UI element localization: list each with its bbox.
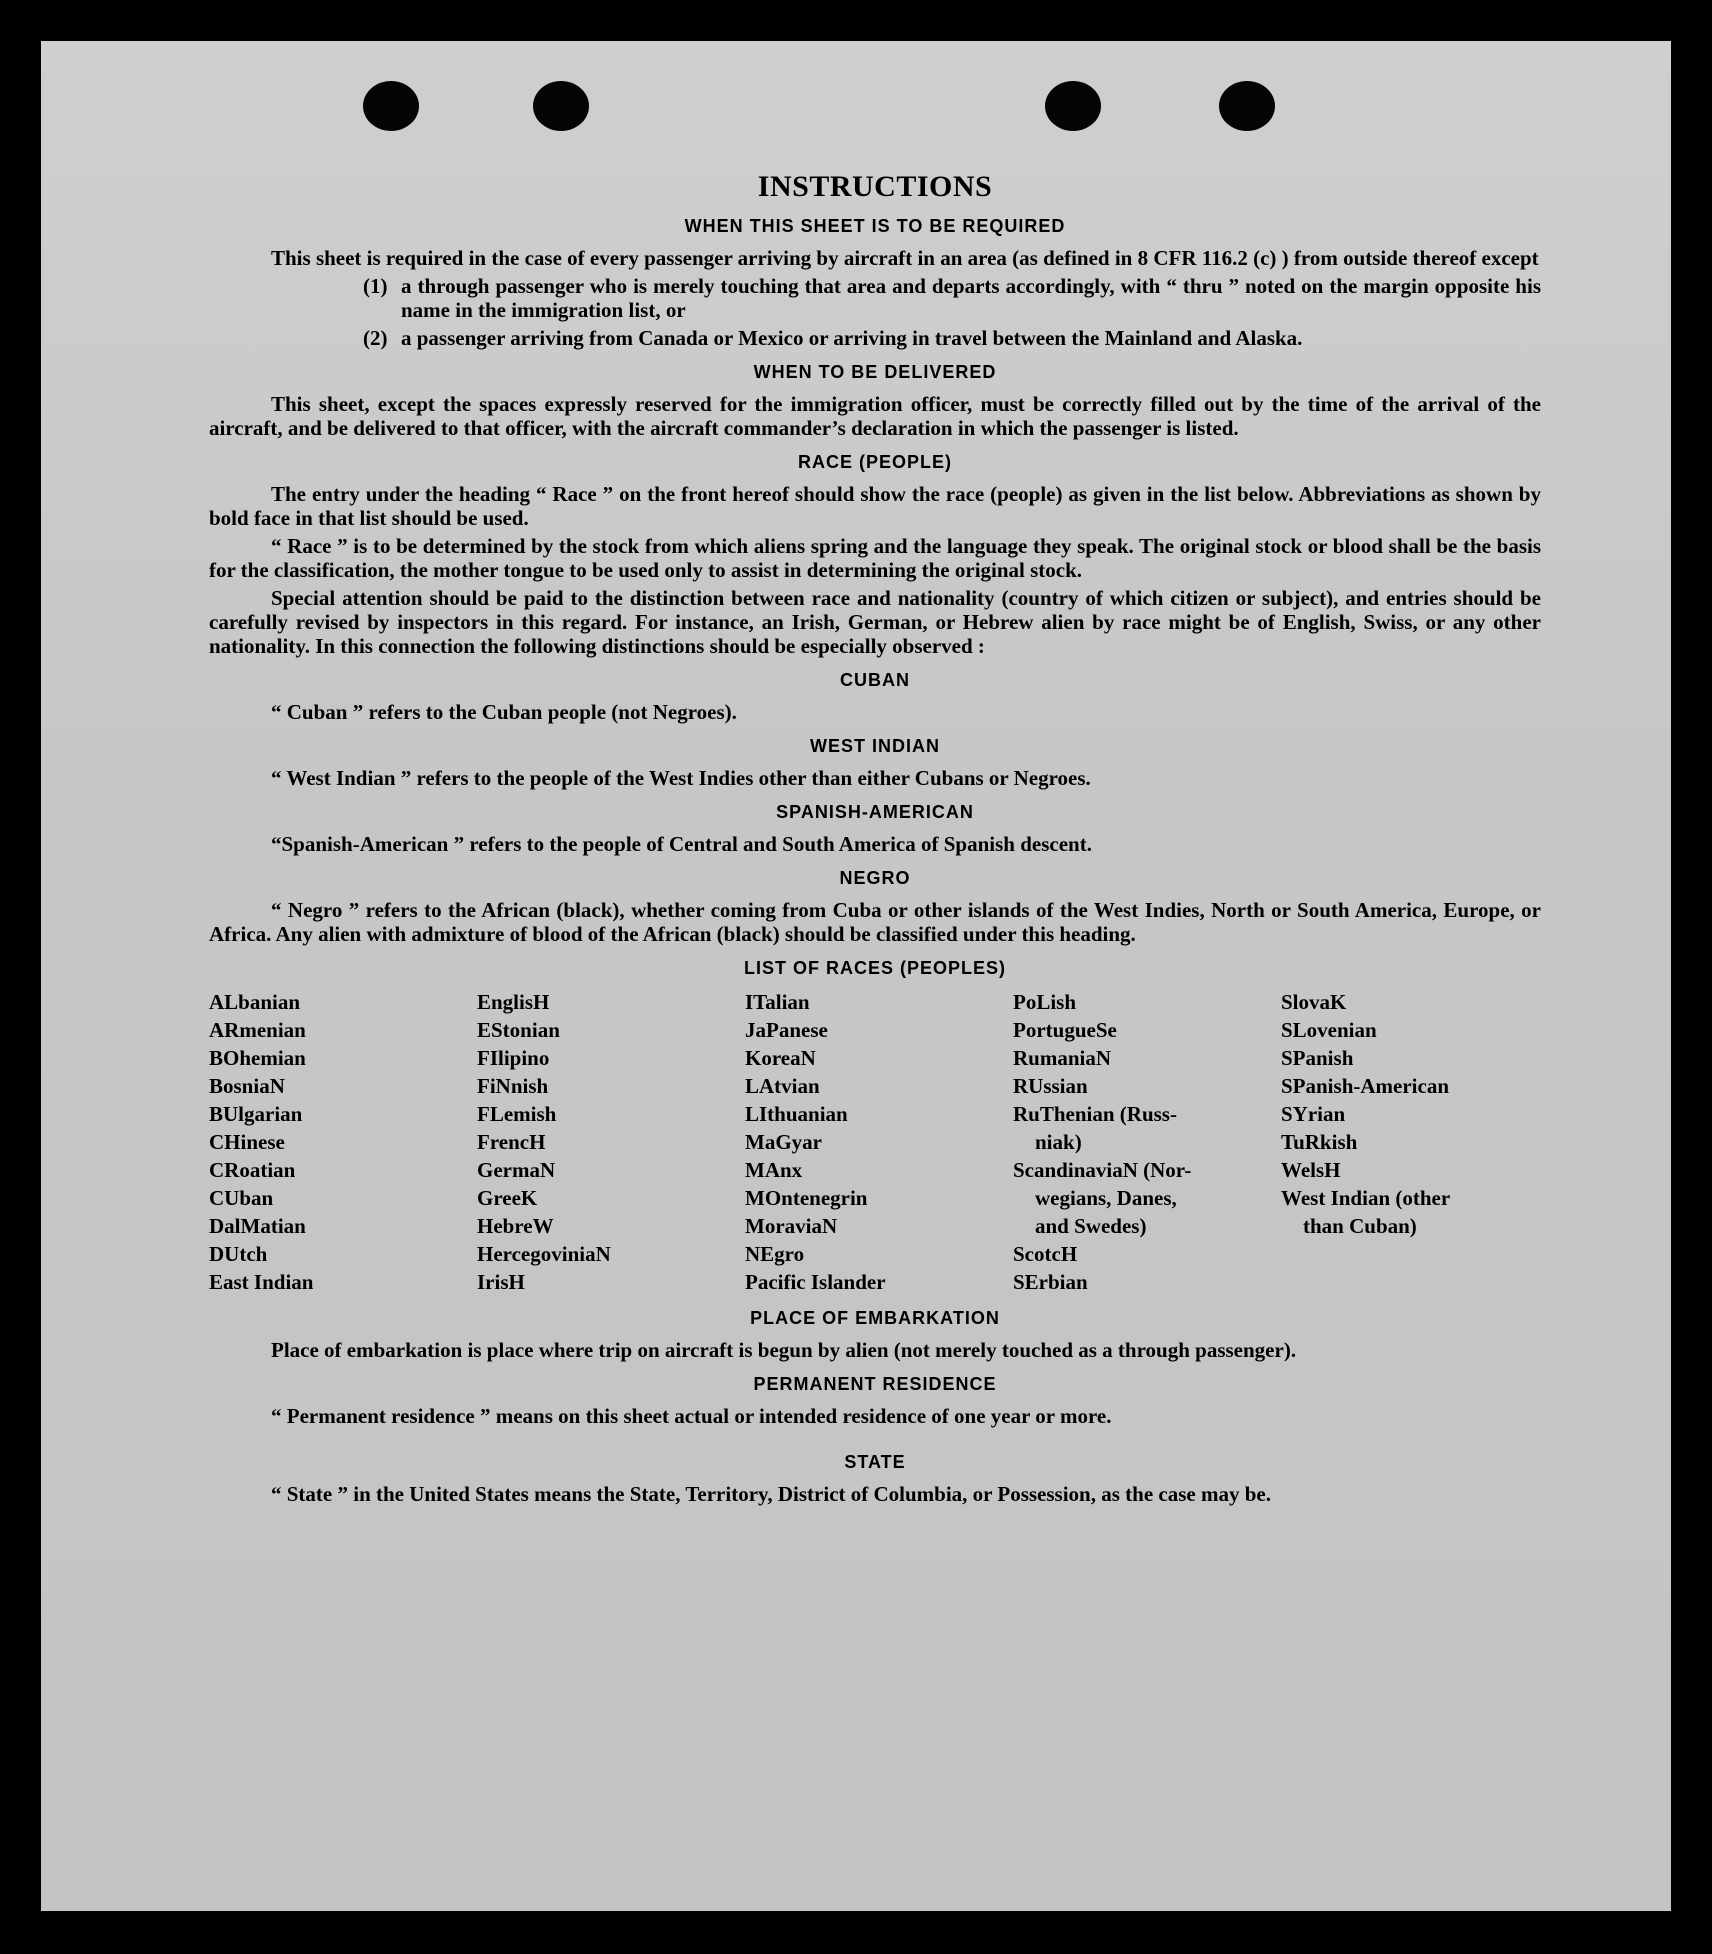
race-entry: RUssian bbox=[1013, 1074, 1088, 1098]
race-entry: CRoatian bbox=[209, 1158, 296, 1182]
section-heading-negro: NEGRO bbox=[839, 868, 911, 888]
race-entry: East Indian bbox=[209, 1270, 314, 1294]
race-entry: KoreaN bbox=[745, 1046, 816, 1070]
punch-hole bbox=[1045, 81, 1101, 131]
list-item bbox=[363, 326, 1541, 350]
race-entry: MAnx bbox=[745, 1158, 803, 1182]
race-entry: SPanish-American bbox=[1281, 1074, 1449, 1098]
negro-text: “ Negro ” refers to the African (black), whether coming from Cuba or other islands of the West Indies, North or South America, Europe, or Africa. Any alien with admixture of blood of the African (black) should be classified under this heading. bbox=[209, 898, 1541, 946]
section-heading-when-required: WHEN THIS SHEET IS TO BE REQUIRED bbox=[684, 216, 1066, 236]
section-heading-list-of-races: LIST OF RACES (PEOPLES) bbox=[743, 958, 1007, 978]
race-entry: HercegoviniaN bbox=[477, 1242, 611, 1266]
race-entry: ScandinaviaN (Nor- bbox=[1013, 1158, 1192, 1182]
race-entry: LIthuanian bbox=[745, 1102, 848, 1126]
when-required-text: This sheet is required in the case of every passenger arriving by aircraft in an area (as defined in 8 CFR 116.2 (c) ) from outside thereof except bbox=[271, 246, 1539, 270]
page-title: INSTRUCTIONS bbox=[757, 170, 993, 203]
race-entry: WelsH bbox=[1281, 1158, 1341, 1182]
race-entry: LAtvian bbox=[745, 1074, 820, 1098]
section-heading-state: STATE bbox=[844, 1452, 906, 1472]
race-entry: MoraviaN bbox=[745, 1214, 838, 1238]
section-heading-west-indian: WEST INDIAN bbox=[810, 736, 940, 756]
race-entry: GermaN bbox=[477, 1158, 556, 1182]
race-entry: West Indian (other bbox=[1281, 1186, 1451, 1210]
when-delivered-text: This sheet, except the spaces expressly reserved for the immigration officer, must be correctly filled out by the time of the arrival of the aircraft, and be delivered to that officer, with the aircraft commander’s declaration in which the passenger is listed. bbox=[209, 392, 1541, 440]
race-entry: than Cuban) bbox=[1303, 1214, 1417, 1238]
race-entry: IrisH bbox=[477, 1270, 525, 1294]
item-text: a through passenger who is merely touching that area and departs accordingly, with “ thru ” noted on the margin opposite his name in the immigration list, or bbox=[401, 274, 1541, 322]
race-entry: DalMatian bbox=[209, 1214, 306, 1238]
section-heading-spanish-american: SPANISH-AMERICAN bbox=[776, 802, 974, 822]
races-column bbox=[209, 988, 477, 1296]
race-entry: ARmenian bbox=[209, 1018, 306, 1042]
race-entry: MOntenegrin bbox=[745, 1186, 868, 1210]
item-number: (2) bbox=[363, 326, 388, 350]
race-entry: ITalian bbox=[745, 990, 810, 1014]
race-entry: EStonian bbox=[477, 1018, 560, 1042]
race-entry: PoLish bbox=[1013, 990, 1077, 1014]
race-entry: RumaniaN bbox=[1013, 1046, 1112, 1070]
punch-hole bbox=[1219, 81, 1275, 131]
race-entry: TuRkish bbox=[1281, 1130, 1358, 1154]
section-heading-cuban: CUBAN bbox=[840, 670, 910, 690]
race-entry: GreeK bbox=[477, 1186, 538, 1210]
race-entry: JaPanese bbox=[745, 1018, 828, 1042]
race-entry: ScotcH bbox=[1013, 1242, 1078, 1266]
race-entry: MaGyar bbox=[745, 1130, 822, 1154]
race-paragraph: “ Race ” is to be determined by the stock from which aliens spring and the language they speak. The original stock or blood shall be the basis for the classification, the mother tongue to be used only to assist in determining the original stock. bbox=[209, 534, 1541, 582]
race-entry: FiNnish bbox=[477, 1074, 549, 1098]
race-entry: Pacific Islander bbox=[745, 1270, 886, 1294]
races-column bbox=[745, 988, 1013, 1296]
race-entry: SlovaK bbox=[1281, 990, 1347, 1014]
race-entry: BOhemian bbox=[209, 1046, 306, 1070]
race-entry: SErbian bbox=[1013, 1270, 1088, 1294]
permanent-residence-text: “ Permanent residence ” means on this sheet actual or intended residence of one year or more. bbox=[271, 1404, 1112, 1428]
race-entry: and Swedes) bbox=[1035, 1214, 1147, 1238]
instructions-content bbox=[209, 170, 1541, 1510]
race-entry: SPanish bbox=[1281, 1046, 1354, 1070]
race-entry: FIlipino bbox=[477, 1046, 550, 1070]
race-entry: FLemish bbox=[477, 1102, 557, 1126]
list-item bbox=[363, 274, 1541, 322]
race-entry: HebreW bbox=[477, 1214, 554, 1238]
race-entry: wegians, Danes, bbox=[1035, 1186, 1177, 1210]
race-entry: CHinese bbox=[209, 1130, 285, 1154]
races-list bbox=[209, 988, 1541, 1296]
item-text: a passenger arriving from Canada or Mexico or arriving in travel between the Mainland and Alaska. bbox=[401, 326, 1303, 350]
race-entry: FrencH bbox=[477, 1130, 546, 1154]
section-heading-embarkation: PLACE OF EMBARKATION bbox=[750, 1308, 1000, 1328]
race-entry: BosniaN bbox=[209, 1074, 285, 1098]
race-entry: PortugueSe bbox=[1013, 1018, 1117, 1042]
race-entry: RuThenian (Russ- bbox=[1013, 1102, 1177, 1126]
punch-hole bbox=[533, 81, 589, 131]
race-entry: DUtch bbox=[209, 1242, 268, 1266]
races-column bbox=[477, 988, 745, 1296]
punch-hole bbox=[363, 81, 419, 131]
race-entry: EnglisH bbox=[477, 990, 550, 1014]
race-paragraph: The entry under the heading “ Race ” on the front hereof should show the race (people) as given in the list below. Abbreviations as shown by bold face in that list should be used. bbox=[209, 482, 1541, 530]
race-entry: niak) bbox=[1035, 1130, 1082, 1154]
section-heading-permanent-residence: PERMANENT RESIDENCE bbox=[753, 1374, 997, 1394]
west-indian-text: “ West Indian ” refers to the people of the West Indies other than either Cubans or Negroes. bbox=[271, 766, 1091, 790]
item-number: (1) bbox=[363, 274, 388, 298]
section-heading-when-delivered: WHEN TO BE DELIVERED bbox=[753, 362, 997, 382]
race-paragraph: Special attention should be paid to the distinction between race and nationality (country of which citizen or subject), and entries should be carefully revised by inspectors in this regard. For instance, an Irish, German, or Hebrew alien by race might be of English, Swiss, or any other nationality. In this connection the following distinctions should be especially observed : bbox=[209, 586, 1541, 658]
state-text: “ State ” in the United States means the State, Territory, District of Columbia, or Possession, as the case may be. bbox=[271, 1482, 1271, 1506]
race-entry: SLovenian bbox=[1281, 1018, 1377, 1042]
race-entry: NEgro bbox=[745, 1242, 805, 1266]
races-column bbox=[1013, 988, 1281, 1296]
race-entry: ALbanian bbox=[209, 990, 301, 1014]
cuban-text: “ Cuban ” refers to the Cuban people (not Negroes). bbox=[271, 700, 737, 724]
embarkation-text: Place of embarkation is place where trip on aircraft is begun by alien (not merely touched as a through passenger). bbox=[271, 1338, 1297, 1362]
race-entry: CUban bbox=[209, 1186, 274, 1210]
spanish-american-text: “Spanish-American ” refers to the people of Central and South America of Spanish descent. bbox=[271, 832, 1092, 856]
section-heading-race: RACE (PEOPLE) bbox=[797, 452, 952, 472]
race-entry: BUlgarian bbox=[209, 1102, 303, 1126]
race-entry: SYrian bbox=[1281, 1102, 1346, 1126]
races-column bbox=[1281, 988, 1549, 1296]
